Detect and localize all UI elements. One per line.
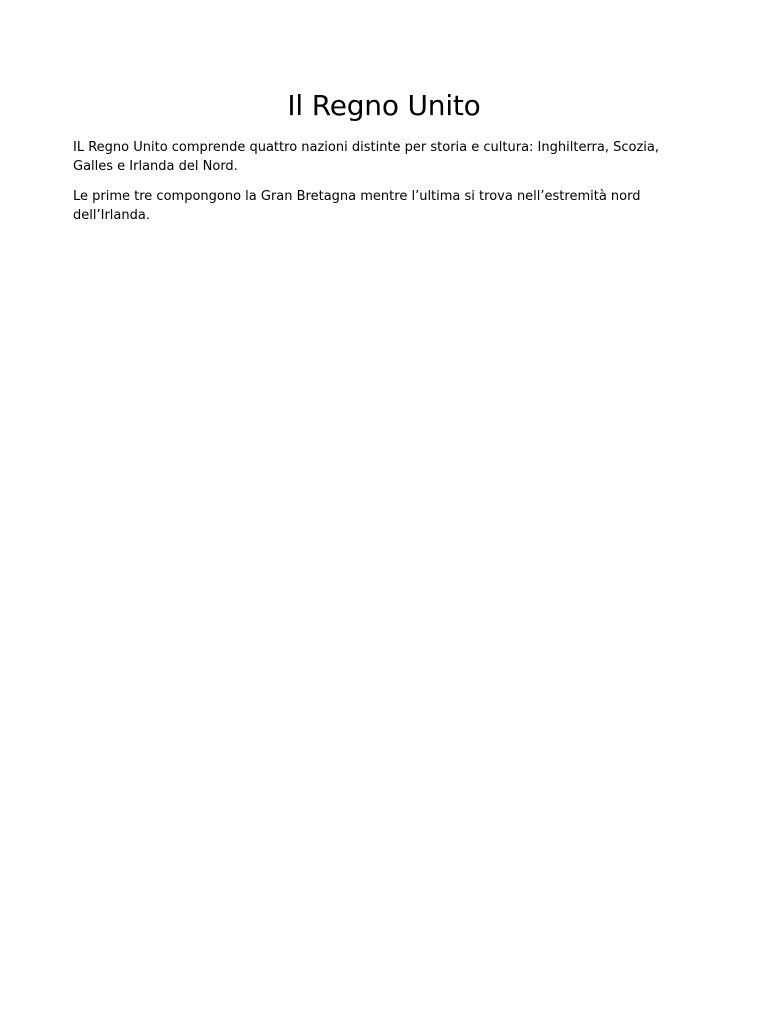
document-title: Il Regno Unito (287, 89, 481, 122)
paragraph-nations: IL Regno Unito comprende quattro nazioni distinte per storia e cultura: Inghilterra, Scozia, Galles e Irlanda del Nord. (73, 140, 660, 174)
paragraph-great-britain: Le prime tre compongono la Gran Bretagna mentre l’ultima si trova nell’estremità nord dell’Irlanda. (73, 189, 641, 223)
document-body (73, 88, 695, 225)
